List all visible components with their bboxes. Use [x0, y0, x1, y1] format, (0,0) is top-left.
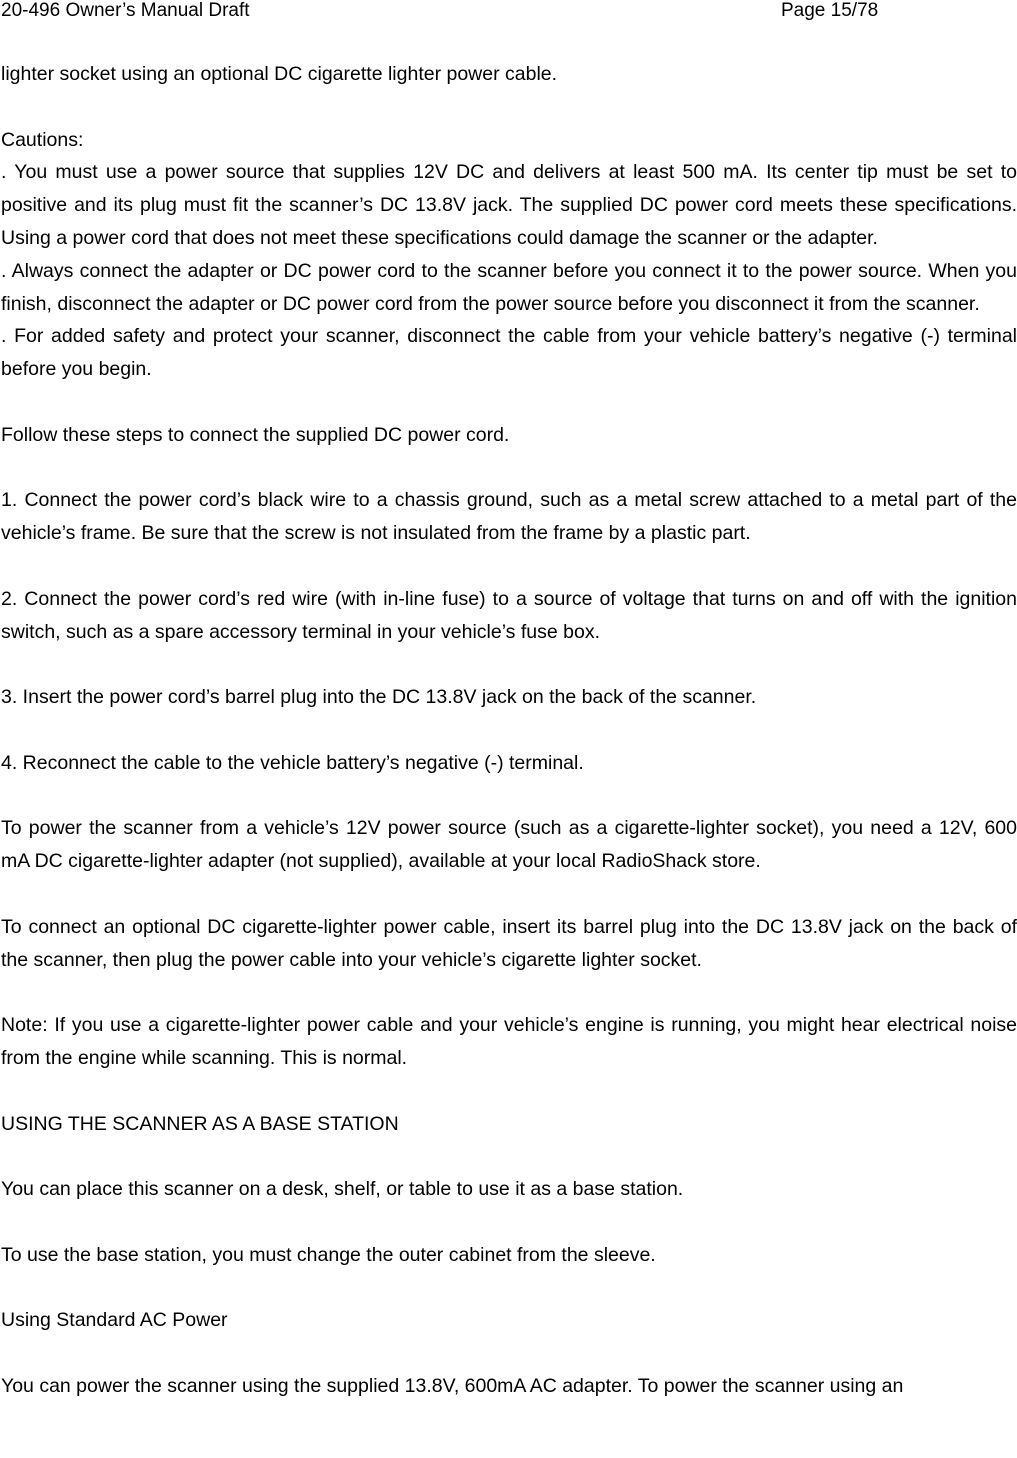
caution-2: . Always connect the adapter or DC power cord to the scanner before you connect it to the power source. When you finish, disconnect the adapter or DC power cord from the power source before you disconnect it from the scanner. — [1, 259, 1017, 315]
base-station-heading: USING THE SCANNER AS A BASE STATION — [1, 1112, 399, 1135]
steps-intro: Follow these steps to connect the supplied DC power cord. — [1, 423, 510, 446]
cautions-title: Cautions: — [1, 128, 84, 151]
caution-3: . For added safety and protect your scanner, disconnect the cable from your vehicle battery’s negative (-) terminal before you begin. — [1, 325, 1017, 381]
base-station-intro: You can place this scanner on a desk, shelf, or table to use it as a base station. — [1, 1178, 684, 1201]
optional-cable-paragraph: To connect an optional DC cigarette-lighter power cable, insert its barrel plug into the DC 13.8V jack on the back of the scanner, then plug the power cable into your vehicle’s cigarette lighter socket. — [1, 915, 1017, 971]
ac-power-heading: Using Standard AC Power — [1, 1309, 228, 1332]
vehicle-power-paragraph: To power the scanner from a vehicle’s 12V power source (such as a cigarette-lighter socket), you need a 12V, 600 mA DC cigarette-lighter adapter (not supplied), available at your local RadioShack store. — [1, 817, 1017, 873]
document-title: 20-496 Owner’s Manual Draft — [1, 0, 250, 21]
note-paragraph: Note: If you use a cigarette-lighter power cable and your vehicle’s engine is running, you might hear electrical noise from the engine while scanning. This is normal. — [1, 1014, 1017, 1069]
step-1: 1. Connect the power cord’s black wire to a chassis ground, such as a metal screw attached to a metal part of the vehicle’s frame. Be sure that the screw is not insulated from the frame by a plastic part. — [1, 489, 1017, 545]
document-body — [1, 58, 1017, 1403]
step-2: 2. Connect the power cord’s red wire (with in-line fuse) to a source of voltage that turns on and off with the ignition switch, such as a spare accessory terminal in your vehicle’s fuse box. — [1, 587, 1017, 643]
page-header — [0, 0, 1017, 26]
paragraph-intro: lighter socket using an optional DC cigarette lighter power cable. — [1, 63, 558, 85]
caution-1: . You must use a power source that supplies 12V DC and delivers at least 500 mA. Its center tip must be set to positive and its plug must fit the scanner’s DC 13.8V jack. The supplied DC power cord meets these specifications. Using a power cord that does not meet these specifications could damage the scanner or the adapter. — [1, 161, 1017, 249]
base-station-cabinet: To use the base station, you must change the outer cabinet from the sleeve. — [1, 1243, 656, 1266]
ac-power-intro: You can power the scanner using the supplied 13.8V, 600mA AC adapter. To power the scanner using an — [1, 1374, 904, 1397]
step-3: 3. Insert the power cord’s barrel plug into the DC 13.8V jack on the back of the scanner. — [1, 686, 757, 709]
step-4: 4. Reconnect the cable to the vehicle battery’s negative (-) terminal. — [1, 751, 584, 774]
page-number: Page 15/78 — [781, 0, 879, 21]
